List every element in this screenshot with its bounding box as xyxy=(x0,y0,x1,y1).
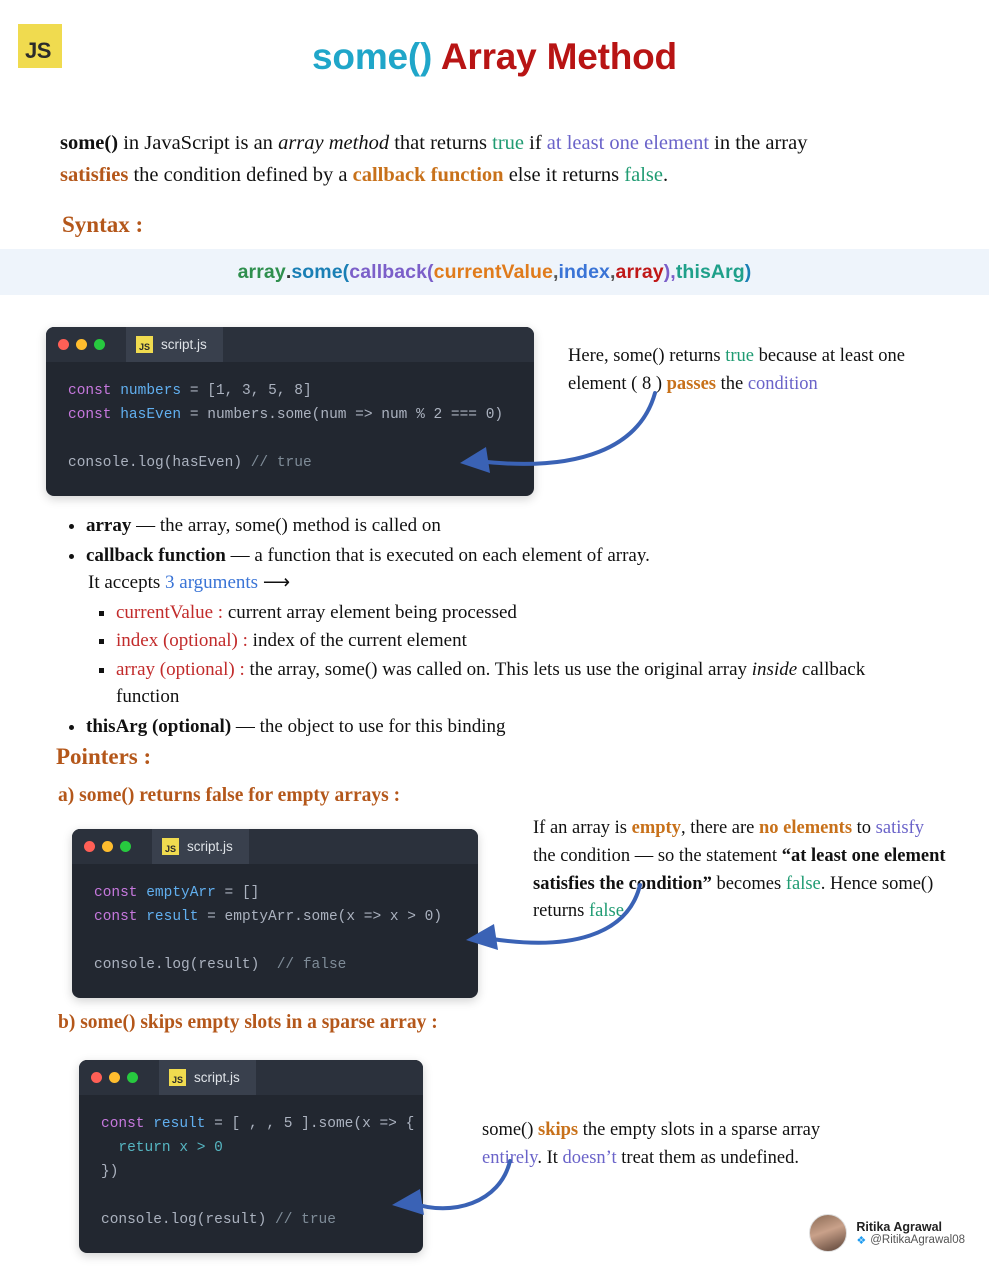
pointers-heading: Pointers : xyxy=(56,744,152,769)
intro-period: . xyxy=(662,163,669,186)
note2-empty: empty xyxy=(631,818,681,838)
accepts-text: It accepts xyxy=(88,572,166,594)
sub-index-desc: index of the current element xyxy=(247,630,467,652)
code1-l1-kw: const xyxy=(68,383,112,399)
author-name: Ritika Agrawal xyxy=(856,1219,943,1234)
note1-true: true xyxy=(725,346,754,366)
code-window-3-body xyxy=(79,1095,423,1253)
minimize-icon[interactable] xyxy=(102,841,113,852)
note3-c: the empty slots in a sparse array xyxy=(578,1120,821,1140)
note3-a: some() xyxy=(482,1120,538,1140)
note2-a: If an array is xyxy=(533,818,632,838)
intro-some: some() xyxy=(60,132,119,154)
code-window-2-body xyxy=(72,864,478,998)
note-3 xyxy=(482,1117,882,1173)
code2-l4-log: console.log(result) xyxy=(94,956,277,973)
bullet-callback-desc: — a function that is executed on each element of array. xyxy=(225,544,650,566)
bullet-thisarg xyxy=(86,713,946,741)
syntax-close-1: ), xyxy=(663,260,676,283)
page-title-some: some() xyxy=(312,36,433,77)
js-file-icon: JS xyxy=(136,336,153,353)
bullet-array-term: array xyxy=(86,515,132,536)
intro-line-1 xyxy=(60,128,940,160)
code-window-1-tab[interactable] xyxy=(126,327,223,362)
code3-l2: return x > 0 xyxy=(101,1139,223,1156)
note1-condition: condition xyxy=(747,373,818,394)
author-signature xyxy=(809,1214,965,1252)
arrow-glyph: ⟶ xyxy=(258,572,291,594)
code1-l2-rest: = numbers.some(num => num % 2 === 0) xyxy=(181,406,504,423)
sub-bullet-index xyxy=(116,627,946,655)
syntax-callback: callback( xyxy=(349,260,434,283)
note2-false-1: false xyxy=(785,873,821,894)
note1-a: Here, some() returns xyxy=(568,346,726,366)
close-icon[interactable] xyxy=(84,841,95,852)
note3-g: treat them as undefined. xyxy=(616,1147,800,1168)
code-window-2 xyxy=(72,829,478,998)
code3-l1-name: result xyxy=(144,1116,206,1132)
code2-l2-rest: = emptyArr.some(x => x > 0) xyxy=(198,908,443,925)
sub-array-desc-b: callback xyxy=(797,658,866,680)
note3-skips: skips xyxy=(538,1120,579,1140)
sub-array-inside: inside xyxy=(751,658,798,680)
syntax-dot: . xyxy=(285,260,292,283)
code-window-3-tab-label: script.js xyxy=(194,1070,240,1085)
note2-e: to xyxy=(852,818,872,838)
code-window-3-titlebar xyxy=(79,1060,423,1095)
code1-l2-kw: const xyxy=(68,406,112,423)
syntax-currentvalue: currentValue xyxy=(433,260,553,283)
code1-l4-log: console.log(hasEven) xyxy=(68,454,251,471)
sub-array-desc-c: function xyxy=(116,686,180,708)
syntax-label: Syntax : xyxy=(62,212,144,237)
maximize-icon[interactable] xyxy=(120,841,131,852)
maximize-icon[interactable] xyxy=(127,1072,138,1083)
code3-l5-comment: // true xyxy=(275,1211,336,1228)
intro-false: false xyxy=(624,163,663,186)
sub-array-term: array (optional) : xyxy=(116,658,245,680)
syntax-close-2: ) xyxy=(744,260,752,283)
page-title xyxy=(0,36,989,78)
sub-bullet-currentvalue xyxy=(116,599,946,627)
intro-text-6: else it returns xyxy=(503,163,625,186)
intro-text-1: in JavaScript is an xyxy=(118,132,279,154)
js-file-icon: JS xyxy=(169,1069,186,1086)
sub-currentvalue-term: currentValue : xyxy=(116,601,224,623)
twitter-icon: ❖ xyxy=(856,1234,867,1247)
minimize-icon[interactable] xyxy=(109,1072,120,1083)
minimize-icon[interactable] xyxy=(76,339,87,350)
code2-l1-rest: = [] xyxy=(215,885,260,901)
js-logo: JS xyxy=(18,24,62,68)
intro-text-5: the condition defined by a xyxy=(128,163,353,186)
pointer-a-label: a) some() returns false for empty arrays : xyxy=(58,785,401,806)
syntax-index: index xyxy=(558,260,610,283)
syntax-thisarg: thisArg xyxy=(675,260,745,283)
note1-c: because at least xyxy=(753,346,874,366)
code3-l3: }) xyxy=(101,1163,119,1180)
bullet-thisarg-desc: — the object to use for this binding xyxy=(231,715,506,737)
intro-callback-function: callback function xyxy=(352,163,504,186)
sub-bullet-array xyxy=(116,656,946,711)
intro-text-4: in the array xyxy=(709,132,808,154)
sub-index-term: index (optional) : xyxy=(116,630,248,652)
syntax-comma-1: , xyxy=(553,260,559,283)
arrow-note-3 xyxy=(382,1155,517,1225)
note3-e: . It xyxy=(537,1147,563,1168)
code1-l2-name: hasEven xyxy=(111,406,182,423)
code2-l1-kw: const xyxy=(94,885,138,901)
arrow-note-2 xyxy=(450,880,650,960)
intro-at-least-one: at least one element xyxy=(546,132,710,154)
arrow-note-1 xyxy=(440,385,670,485)
code-window-2-titlebar xyxy=(72,829,478,864)
note2-no-elements: no elements xyxy=(759,818,853,838)
note1-passes: passes xyxy=(666,373,716,394)
code1-l1-name: numbers xyxy=(111,383,182,399)
sub-currentvalue-desc: current array element being processed xyxy=(223,601,517,623)
syntax-band xyxy=(0,249,989,295)
note3-entirely: entirely xyxy=(482,1147,538,1168)
page-title-array-method: Array Method xyxy=(440,36,677,77)
maximize-icon[interactable] xyxy=(94,339,105,350)
note2-g: the condition — so the statement xyxy=(533,845,782,866)
note2-l: . Hence some() returns xyxy=(533,873,934,922)
avatar xyxy=(809,1214,847,1252)
author-handle-row xyxy=(856,1234,965,1247)
code-window-2-tab-label: script.js xyxy=(187,839,233,854)
note2-h: “at xyxy=(781,845,807,866)
code-window-1-titlebar xyxy=(46,327,534,362)
code3-l1-rest: = [ , , 5 ].some(x => { xyxy=(205,1116,415,1132)
code-window-3-tab[interactable] xyxy=(159,1060,256,1095)
code-window-2-tab[interactable] xyxy=(152,829,249,864)
code2-l4-comment: // false xyxy=(276,956,347,973)
three-arguments: 3 arguments xyxy=(165,572,259,594)
author-handle: @RitikaAgrawal08 xyxy=(870,1234,965,1246)
code-window-1-tab-label: script.js xyxy=(161,337,207,352)
code1-l1-rest: = [1, 3, 5, 8] xyxy=(181,383,312,399)
bullet-callback-args-line xyxy=(88,569,946,597)
note3-doesnt: doesn’t xyxy=(562,1147,617,1168)
note1-f: the xyxy=(715,373,748,394)
intro-line-2 xyxy=(60,160,940,192)
pointer-b-label: b) some() skips empty slots in a sparse array : xyxy=(58,1012,438,1033)
sub-array-desc-a: the array, some() was called on. This lets us use the original array xyxy=(244,658,752,680)
syntax-some: some( xyxy=(291,260,350,283)
js-file-icon: JS xyxy=(162,838,179,855)
syntax-array-arg: array xyxy=(615,260,664,283)
note1-d: one element ( 8 ) xyxy=(568,346,905,394)
close-icon[interactable] xyxy=(91,1072,102,1083)
note2-c: , there are xyxy=(680,818,760,838)
bullet-thisarg-term: thisArg (optional) xyxy=(86,715,232,737)
syntax-comma-2: , xyxy=(609,260,616,283)
intro-array-method: array method xyxy=(278,132,390,154)
note2-satisfy: satisfy xyxy=(875,818,924,838)
code2-l2-kw: const xyxy=(94,908,138,925)
intro-text-3: if xyxy=(524,132,547,154)
bullet-callback-term: callback function xyxy=(86,544,226,566)
code3-l5-log: console.log(result) xyxy=(101,1211,276,1228)
note2-j: becomes xyxy=(716,873,786,894)
code1-l4-comment: // true xyxy=(250,454,312,471)
bullet-callback xyxy=(86,542,946,711)
code2-l2-name: result xyxy=(137,908,199,925)
code-window-3 xyxy=(79,1060,423,1253)
intro-text-2: that returns xyxy=(389,132,493,154)
parameter-list xyxy=(56,512,946,742)
note2-false-2: false xyxy=(589,901,624,922)
note2-i: least one element satisfies the condition” xyxy=(533,845,946,894)
intro-satisfies: satisfies xyxy=(60,163,129,186)
intro-true: true xyxy=(492,132,525,154)
intro-paragraph xyxy=(60,128,940,192)
bullet-array-desc: — the array, some() method is called on xyxy=(131,515,441,536)
bullet-array xyxy=(86,512,946,540)
code2-l1-name: emptyArr xyxy=(137,885,216,901)
close-icon[interactable] xyxy=(58,339,69,350)
syntax-array: array xyxy=(237,260,286,283)
code3-l1-kw: const xyxy=(101,1116,145,1132)
